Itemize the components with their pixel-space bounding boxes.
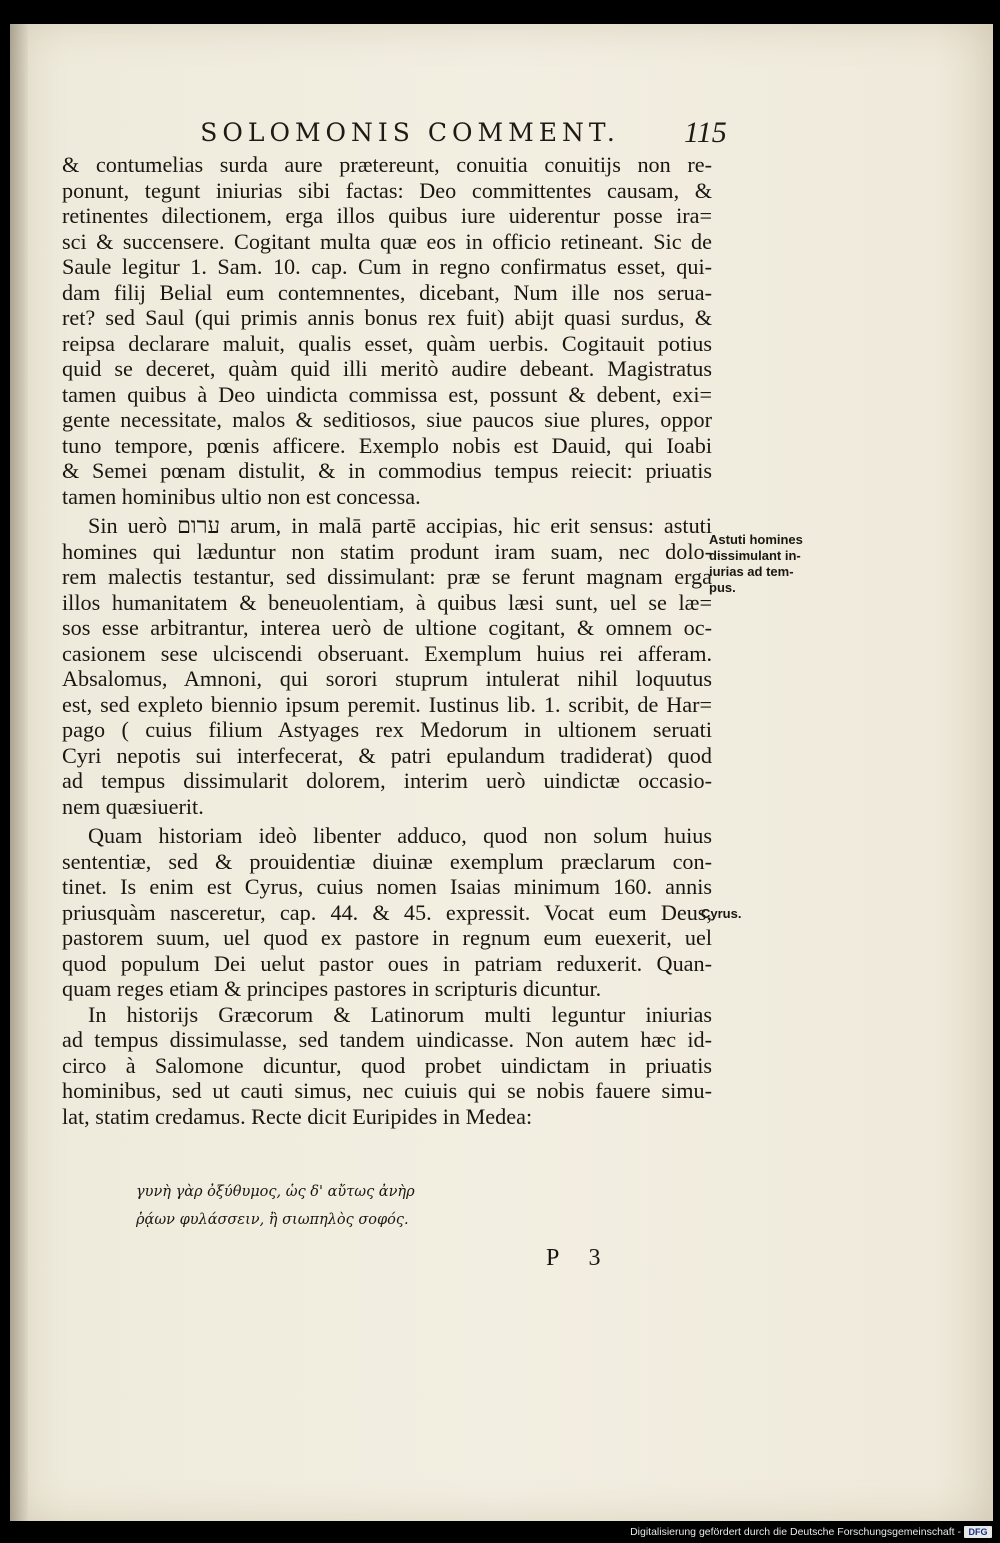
page-gutter (10, 24, 28, 1521)
main-text (62, 152, 712, 1129)
margin-note-line: dissimulant in- (709, 548, 801, 563)
paragraph-1 (62, 152, 712, 509)
text-line: retinentes dilectionem, erga illos quibus iure uiderentur posse ira= (62, 203, 712, 228)
text-line: lat, statim credamus. Recte dicit Euripides in Medea: (62, 1103, 533, 1129)
text-line: Quam historiam ideò libenter adduco, quod non solum huius (88, 823, 712, 848)
text-line: sos esse arbitrantur, interea uerò de ultione cogitant, & omnem oc- (62, 615, 712, 640)
paragraph-2 (62, 513, 712, 819)
text-line: Saule legitur 1. Sam. 10. cap. Cum in regno confirmatus esset, qui- (62, 254, 712, 279)
text-line: sententiæ, sed & prouidentiæ diuinæ exemplum præclarum con- (62, 848, 712, 874)
text-line: ret? sed Saul (qui primis annis bonus rex fuit) abijt quasi surdus, & (62, 305, 712, 330)
text-line: pago ( cuius filium Astyages rex Medorum in ultionem seruati (62, 717, 712, 742)
dfg-logo: DFG (964, 1526, 992, 1538)
signature-mark: P 3 (546, 1245, 613, 1271)
margin-note-line: Astuti homines (709, 532, 803, 547)
page-number: 115 (684, 116, 727, 149)
text-line: rem malectis testantur, sed dissimulant: præ se ferunt magnam erga (62, 564, 712, 589)
text-line: priusquàm nasceretur, cap. 44. & 45. expressit. Vocat eum Deus, (62, 899, 712, 925)
text-line: hominibus, sed ut cauti simus, nec cuiuis qui se nobis fauere simu- (62, 1078, 712, 1103)
margin-note-line: iurias ad tem- (709, 564, 794, 579)
text-line: ad tempus dissimularit dolorem, interim uerò uindictæ occasio- (62, 768, 712, 793)
text-line: casionem sese ulciscendi obseruant. Exemplum huius rei afferam. (62, 640, 712, 666)
text-line: quam reges etiam & principes pastores in scripturis dicuntur. (62, 976, 602, 1001)
text-line: tinet. Is enim est Cyrus, cuius nomen Isaias minimum 160. annis (62, 874, 712, 899)
text-line: tamen hominibus ultio non est concessa. (62, 483, 421, 509)
margin-note-astuti (709, 532, 803, 596)
margin-note-line: pus. (709, 580, 736, 595)
paragraph-3 (62, 823, 712, 1002)
margin-note-cyrus (701, 906, 741, 922)
text-line: tamen quibus à Deo uindicta commissa est, possunt & debent, exi= (62, 381, 712, 407)
text-line: dam filij Belial eum contemnentes, dicebant, Num ille nos serua- (62, 279, 712, 305)
text-line: est, sed expleto biennio ipsum peremit. Iustinus lib. 1. scribit, de Har= (62, 691, 712, 717)
text-line: sci & succensere. Cogitant multa quæ eos in officio retineant. Sic de (62, 228, 712, 254)
text-line: quod populum Dei uelut pastor oues in patriam reduxerit. Quan- (62, 950, 712, 976)
text-line: nem quæsiuerit. (62, 793, 204, 819)
text-line: illos humanitatem & beneuolentiam, à quibus læsi sunt, uel se læ= (62, 589, 712, 615)
text-line: Cyri nepotis sui interfecerat, & patri epulandum tradiderat) quod (62, 742, 712, 768)
text-line: In historijs Græcorum & Latinorum multi leguntur iniurias (88, 1001, 712, 1027)
text-line: Absalomus, Amnoni, qui sorori stuprum intulerat nihil loquutus (62, 666, 712, 691)
margin-note-line: Cyrus. (701, 906, 742, 921)
text-line: & Semei pœnam distulit, & in commodius tempus reiecit: priuatis (62, 458, 712, 483)
text-line: circo à Salomone dicuntur, quod probet uindictam in priuatis (62, 1052, 712, 1078)
text-line: homines qui læduntur non statim produnt iram suam, nec dolo- (62, 538, 712, 564)
text-line: reipsa declarare maluit, qualis esset, quàm uerbis. Cogitauit potius (62, 330, 712, 356)
paragraph-4 (62, 1002, 712, 1130)
text-line: ad tempus dissimulasse, sed tandem uindicasse. Non autem hæc id- (62, 1027, 712, 1052)
text-line: & contumelias surda aure prætereunt, conuitia conuitijs non re- (62, 152, 712, 177)
digitization-credit: Digitalisierung gefördert durch die Deutsche Forschungsgemeinschaft - (630, 1526, 961, 1538)
text-line: quid se deceret, quàm quid illi meritò audire debeant. Magistratus (62, 356, 712, 381)
text-line: gente necessitate, malos & seditiosos, siue paucos siue plures, oppor (62, 407, 712, 432)
greek-quote-line-2: ῥᾴων φυλάσσειν, ἢ σιωπηλὸς σοφός. (136, 1212, 409, 1228)
running-head: SOLOMONIS COMMENT. (200, 118, 620, 147)
text-line: pastorem suum, uel quod ex pastore in regnum eum euexerit, uel (62, 925, 712, 950)
text-line: tuno tempore, pœnis afficere. Exemplo nobis est Dauid, qui Ioabi (62, 432, 712, 458)
text-line: Sin uerò ערום arum, in malā partē accipias, hic erit sensus: astuti (88, 513, 712, 538)
greek-quote-line-1: γυνὴ γὰρ ὀξύθυμος, ὡς δ' αὔτως ἀνὴρ (136, 1184, 415, 1200)
text-line: ponunt, tegunt iniurias sibi factas: Deo committentes causam, & (62, 177, 712, 203)
